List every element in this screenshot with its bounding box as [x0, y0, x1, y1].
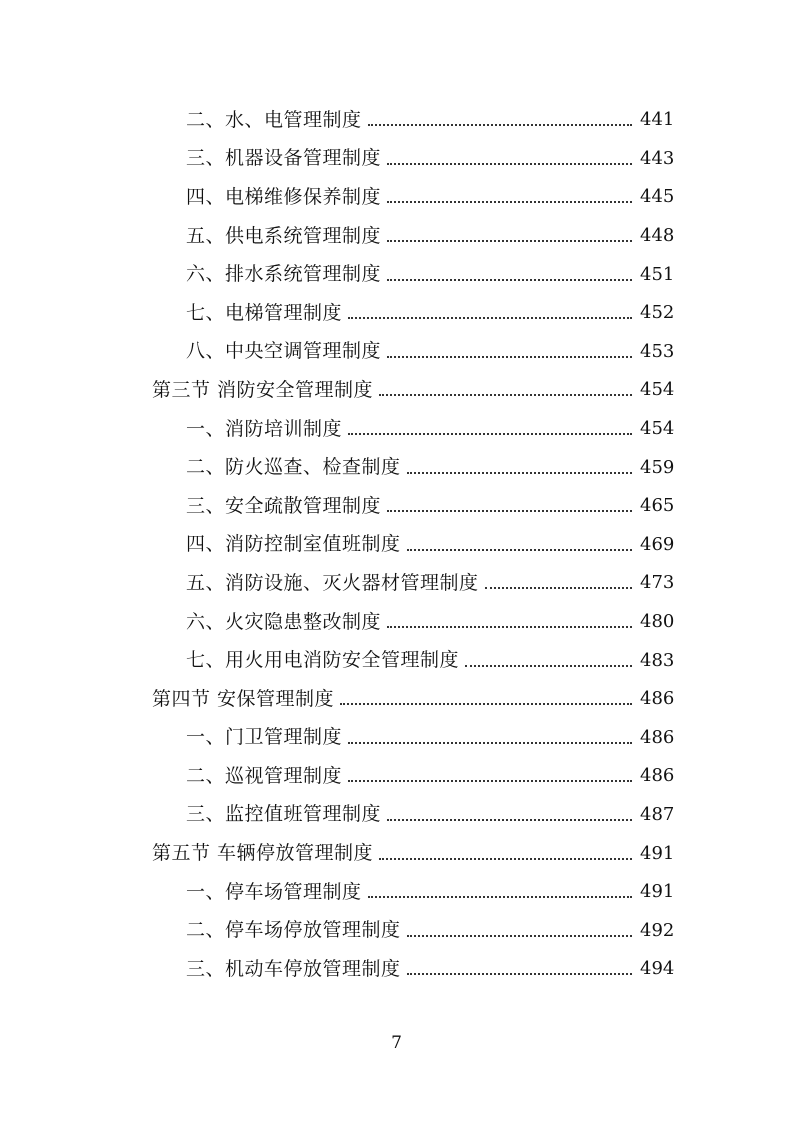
toc-entry-text: 安保管理制度	[217, 687, 335, 710]
toc-entry-prefix: 三、	[186, 147, 226, 170]
toc-entry[interactable]	[0, 564, 793, 603]
toc-dot-leader	[368, 882, 632, 902]
toc-page-number: 486	[640, 726, 675, 748]
toc-entry-prefix: 六、	[186, 610, 226, 633]
toc-entry-prefix: 一、	[186, 417, 226, 440]
toc-entry-text: 消防培训制度	[225, 417, 343, 440]
toc-entry[interactable]	[0, 101, 793, 140]
toc-entry[interactable]	[0, 217, 793, 256]
toc-entry-prefix: 二、	[186, 456, 226, 479]
toc-page-number: 443	[640, 147, 675, 169]
toc-dot-leader	[407, 959, 632, 979]
toc-entry-prefix: 一、	[186, 726, 226, 749]
toc-page-number: 480	[640, 611, 675, 633]
toc-page-number: 486	[640, 765, 675, 787]
toc-dot-leader	[379, 844, 632, 864]
toc-entry-text: 消防安全管理制度	[217, 378, 374, 401]
toc-page-number: 483	[640, 649, 675, 671]
toc-entry-title	[186, 957, 401, 980]
toc-entry-text: 门卫管理制度	[225, 726, 343, 749]
toc-entry-title	[186, 494, 382, 517]
toc-dot-leader	[387, 496, 632, 516]
toc-entry[interactable]	[0, 178, 793, 217]
toc-dot-leader	[485, 573, 632, 593]
toc-entry[interactable]	[0, 487, 793, 526]
toc-entry-prefix: 一、	[186, 880, 226, 903]
toc-page-number: 453	[640, 340, 675, 362]
toc-entry[interactable]	[0, 873, 793, 912]
toc-entry-text: 水、电管理制度	[225, 108, 362, 131]
toc-entry-text: 消防控制室值班制度	[225, 533, 401, 556]
toc-entry[interactable]	[0, 603, 793, 642]
toc-entry-title	[186, 149, 381, 168]
toc-entry-title	[186, 610, 382, 633]
toc-entry-title	[186, 880, 362, 903]
toc-entry-text: 巡视管理制度	[225, 764, 343, 787]
toc-entry-text: 消防设施、灭火器材管理制度	[225, 571, 479, 594]
toc-entry-title	[186, 265, 381, 284]
toc-entry[interactable]	[0, 950, 793, 989]
toc-entry-text: 火灾隐患整改制度	[225, 610, 382, 633]
toc-entry[interactable]	[0, 526, 793, 565]
toc-entry-prefix: 第五节	[152, 842, 218, 865]
toc-entry-text: 监控值班管理制度	[225, 803, 382, 826]
toc-entry-text: 用火用电消防安全管理制度	[225, 649, 460, 672]
toc-entry-text: 电梯管理制度	[225, 301, 343, 324]
toc-page-number: 448	[640, 225, 675, 247]
toc-entry-title	[186, 535, 401, 554]
toc-dot-leader	[407, 535, 632, 555]
footer-page-number: 7	[391, 1033, 402, 1053]
toc-entry-title	[186, 921, 401, 940]
toc-entry-prefix: 二、	[186, 764, 226, 787]
toc-entry-text: 停车场停放管理制度	[225, 919, 401, 942]
toc-entry[interactable]	[0, 448, 793, 487]
toc-entry[interactable]	[0, 757, 793, 796]
toc-page-number: 451	[640, 263, 675, 285]
toc-section-entry[interactable]	[0, 680, 793, 719]
toc-entry-prefix: 三、	[186, 494, 226, 517]
toc-dot-leader	[379, 380, 632, 400]
toc-dot-leader	[407, 921, 632, 941]
toc-page-number: 459	[640, 456, 675, 478]
toc-dot-leader	[465, 651, 632, 671]
toc-entry-prefix: 第三节	[152, 378, 218, 401]
toc-page-number: 465	[640, 495, 675, 517]
toc-entry-prefix: 四、	[186, 185, 226, 208]
toc-entry[interactable]	[0, 333, 793, 372]
toc-dot-leader	[387, 612, 632, 632]
toc-dot-leader	[348, 766, 632, 786]
toc-entry-prefix: 六、	[186, 263, 226, 286]
toc-entry-prefix: 二、	[186, 919, 226, 942]
toc-entry[interactable]	[0, 410, 793, 449]
toc-entry-title	[152, 378, 374, 401]
table-of-contents	[0, 101, 793, 989]
toc-page-number: 487	[640, 803, 675, 825]
toc-dot-leader	[387, 805, 632, 825]
toc-dot-leader	[348, 728, 632, 748]
toc-entry[interactable]	[0, 796, 793, 835]
toc-entry[interactable]	[0, 641, 793, 680]
toc-entry-title	[186, 342, 381, 361]
toc-entry[interactable]	[0, 140, 793, 179]
toc-entry-title	[186, 571, 479, 594]
toc-entry-text: 安全疏散管理制度	[225, 494, 382, 517]
toc-dot-leader	[387, 187, 632, 207]
toc-page-number: 491	[640, 881, 675, 903]
toc-entry-title	[186, 301, 343, 324]
toc-page-number: 454	[640, 379, 675, 401]
toc-entry-title	[186, 805, 381, 824]
toc-entry-title	[186, 651, 459, 670]
toc-entry[interactable]	[0, 719, 793, 758]
toc-entry-prefix: 五、	[186, 571, 226, 594]
toc-entry-title	[186, 185, 382, 208]
toc-entry-title	[186, 108, 362, 131]
toc-entry-text: 停车场管理制度	[225, 880, 362, 903]
toc-entry-text: 排水系统管理制度	[225, 263, 382, 286]
toc-dot-leader	[348, 419, 632, 439]
toc-entry-prefix: 四、	[186, 533, 226, 556]
toc-page-number: 452	[640, 302, 675, 324]
toc-entry-title	[186, 764, 343, 787]
toc-entry-title	[186, 458, 401, 477]
toc-entry[interactable]	[0, 294, 793, 333]
toc-entry-text: 电梯维修保养制度	[225, 185, 382, 208]
toc-entry-text: 防火巡查、检查制度	[225, 456, 401, 479]
toc-section-entry[interactable]	[0, 834, 793, 873]
toc-entry-prefix: 第四节	[152, 687, 218, 710]
toc-dot-leader	[387, 226, 632, 246]
toc-entry-prefix: 七、	[186, 301, 226, 324]
toc-entry-title	[186, 417, 343, 440]
toc-section-entry[interactable]	[0, 371, 793, 410]
toc-dot-leader	[407, 458, 632, 478]
toc-entry[interactable]	[0, 911, 793, 950]
toc-entry-title	[152, 687, 335, 710]
toc-entry-prefix: 七、	[186, 649, 226, 672]
toc-dot-leader	[387, 265, 632, 285]
toc-dot-leader	[368, 110, 632, 130]
toc-dot-leader	[387, 149, 632, 169]
toc-entry-prefix: 二、	[186, 108, 226, 131]
toc-page-number: 492	[640, 919, 675, 941]
toc-entry-prefix: 五、	[186, 224, 226, 247]
toc-entry-prefix: 八、	[186, 340, 226, 363]
toc-entry-text: 中央空调管理制度	[225, 340, 382, 363]
toc-entry-title	[186, 728, 342, 747]
toc-entry-text: 机器设备管理制度	[225, 147, 382, 170]
toc-page-number: 494	[640, 958, 675, 980]
toc-entry-text: 供电系统管理制度	[225, 224, 382, 247]
toc-page-number: 441	[640, 109, 675, 131]
toc-entry-text: 车辆停放管理制度	[217, 842, 374, 865]
toc-page-number: 445	[640, 186, 675, 208]
toc-page-number: 491	[640, 842, 675, 864]
toc-dot-leader	[340, 689, 632, 709]
toc-dot-leader	[387, 342, 632, 362]
toc-page-number: 454	[640, 418, 675, 440]
toc-page-number: 486	[640, 688, 675, 710]
toc-page-number: 469	[640, 533, 675, 555]
toc-dot-leader	[348, 303, 632, 323]
toc-entry-text: 机动车停放管理制度	[225, 957, 401, 980]
toc-entry-prefix: 三、	[186, 957, 226, 980]
toc-entry-prefix: 三、	[186, 803, 226, 826]
toc-page-number: 473	[640, 572, 675, 594]
toc-entry-title	[186, 224, 382, 247]
toc-entry-title	[152, 844, 373, 863]
toc-entry[interactable]	[0, 255, 793, 294]
